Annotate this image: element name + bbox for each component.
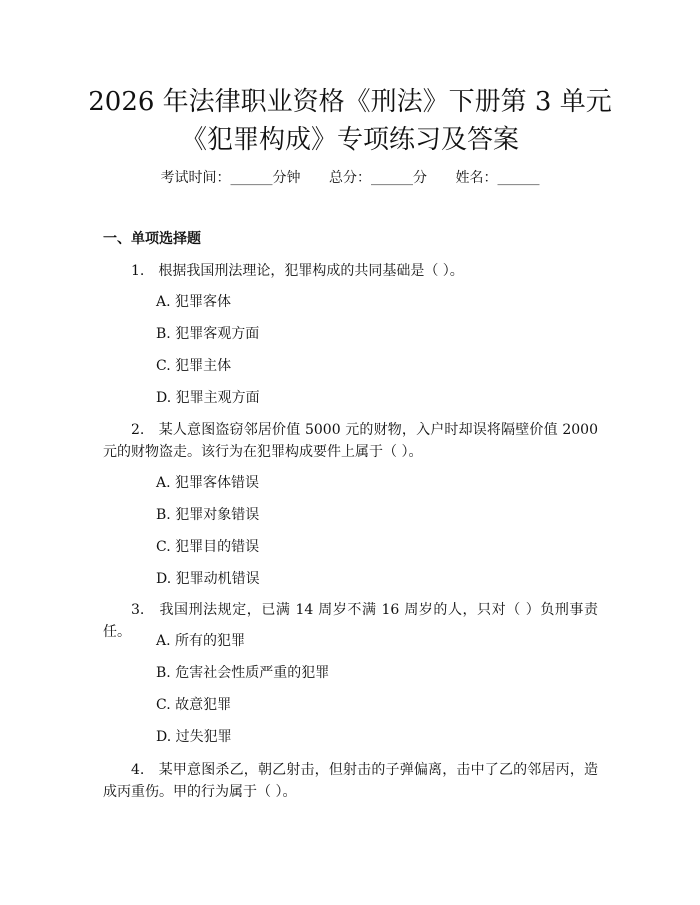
question-3-option-c: C. 故意犯罪 [156,697,232,713]
exam-info [0,168,700,188]
question-1-option-d: D. 犯罪主观方面 [156,390,260,406]
question-2: 2. 某人意图盗窃邻居价值 5000 元的财物，入户时却误将隔壁价值 2000 元的财物盗走。该行为在犯罪构成要件上属于（ ）。 [103,422,598,460]
question-3-option-d: D. 过失犯罪 [156,729,232,745]
question-2-option-b: B. 犯罪对象错误 [156,507,260,523]
page-title-line2: 《犯罪构成》专项练习及答案 [180,125,519,155]
question-1-option-c: C. 犯罪主体 [156,358,232,374]
question-4: 4. 某甲意图杀乙，朝乙射击，但射击的子弹偏离，击中了乙的邻居丙，造成丙重伤。甲的行为属于（ ）。 [103,762,598,800]
question-2-option-c: C. 犯罪目的错误 [156,539,260,555]
name-field: 姓名：______ [455,170,540,186]
section-heading: 一、单项选择题 [103,231,201,247]
question-3-option-a: A. 所有的犯罪 [156,633,246,649]
exam-time-field: 考试时间：______分钟 [160,170,301,186]
total-score-field: 总分：______分 [329,170,427,186]
question-1: 1. 根据我国刑法理论，犯罪构成的共同基础是（ ）。 [131,263,464,279]
question-3: 3. 我国刑法规定，已满 14 周岁不满 16 周岁的人，只对（ ）负刑事责任。 [103,602,598,640]
question-1-option-a: A. 犯罪客体 [156,294,232,310]
question-2-option-d: D. 犯罪动机错误 [156,571,260,587]
page-title-line1: 2026 年法律职业资格《刑法》下册第 3 单元 [88,87,612,117]
question-2-option-a: A. 犯罪客体错误 [156,475,260,491]
question-3-option-b: B. 危害社会性质严重的犯罪 [156,665,330,681]
question-1-option-b: B. 犯罪客观方面 [156,326,260,342]
